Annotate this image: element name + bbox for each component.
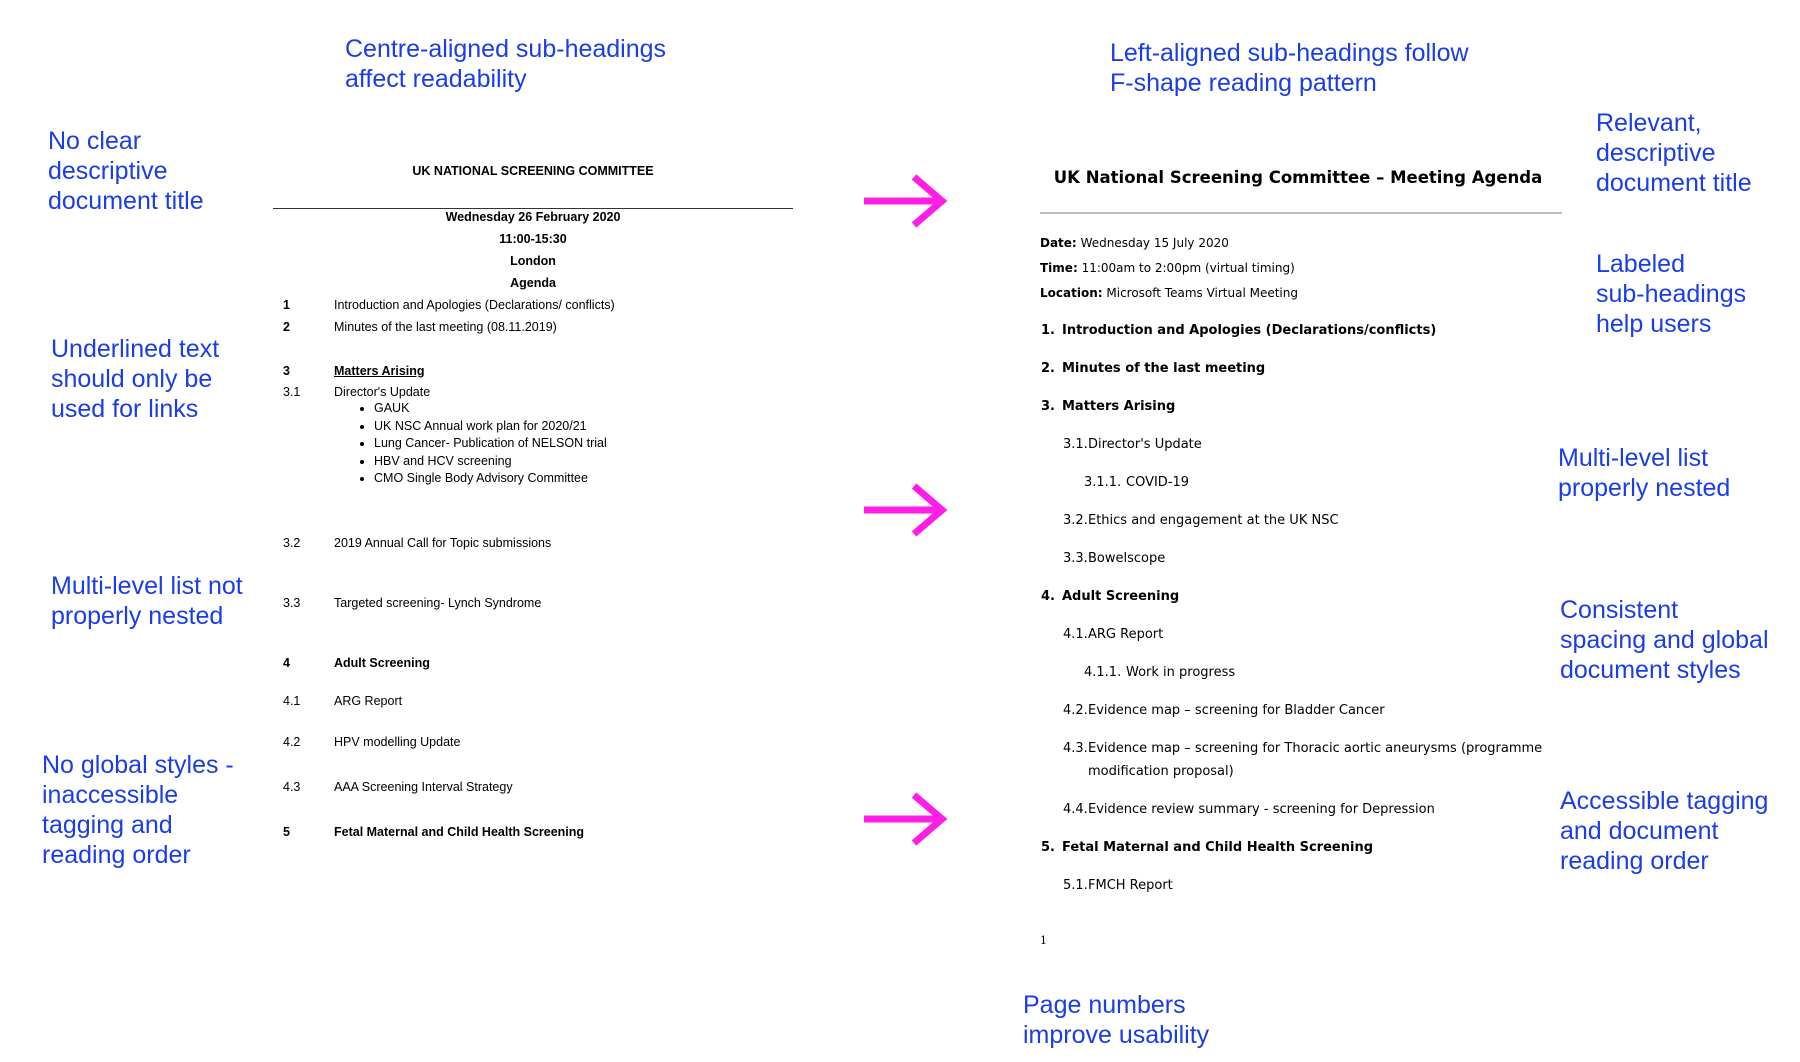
location-label: Location: [1040, 286, 1103, 300]
annotation-line: Left-aligned sub-headings follow [1110, 39, 1469, 67]
list-item: • CMO Single Body Advisory Committee [374, 470, 607, 488]
annotation-line: Underlined text [51, 335, 220, 363]
annotation-line: document title [48, 187, 204, 215]
item-number: 4.2. [1063, 703, 1088, 718]
new-document-title: UK National Screening Committee – Meeting Agenda [1053, 168, 1543, 187]
item-text: AAA Screening Interval Strategy [334, 780, 513, 794]
annotation-relevant-title [1596, 108, 1752, 198]
annotation-line: help users [1596, 310, 1712, 338]
annotation-line: descriptive [48, 157, 168, 185]
item-text: COVID-19 [1126, 475, 1190, 490]
annotation-line: and document [1560, 817, 1719, 845]
annotation-labeled-subheadings [1596, 249, 1746, 339]
annotation-line: tagging and [42, 811, 173, 839]
annotation-consistent-spacing [1560, 595, 1769, 685]
annotation-line: properly nested [51, 602, 224, 630]
meeting-time [1040, 261, 1295, 275]
item-text: ARG Report [334, 694, 403, 708]
item-text: Evidence map – screening for Thoracic aortic aneurysms (programme [1088, 741, 1543, 756]
agenda-heading: Adult Screening [1062, 589, 1180, 604]
item-number: 1. [1041, 323, 1055, 338]
annotation-line: should only be [51, 365, 213, 393]
item-number: 1 [283, 298, 290, 312]
old-meeting-place: London [510, 254, 556, 268]
annotation-line: Page numbers [1023, 991, 1186, 1019]
annotation-line: sub-headings [1596, 280, 1747, 308]
annotation-centre-aligned [345, 34, 666, 94]
item-text: Targeted screening- Lynch Syndrome [334, 596, 542, 610]
item-text: HPV modelling Update [334, 735, 461, 749]
annotation-line: Multi-level list [1558, 444, 1709, 472]
annotation-line: reading order [1560, 847, 1709, 875]
item-number: 3.1.1. [1084, 475, 1122, 490]
item-number: 3.1 [283, 385, 301, 399]
time-value: 11:00am to 2:00pm (virtual timing) [1081, 261, 1295, 275]
item-text: Minutes of the last meeting (08.11.2019) [334, 320, 557, 334]
old-meeting-time: 11:00-15:30 [499, 232, 567, 246]
item-number: 4.2 [283, 735, 301, 749]
bullet-list [356, 400, 607, 488]
item-text: Director's Update [1088, 437, 1202, 452]
item-text: Ethics and engagement at the UK NSC [1088, 513, 1339, 528]
annotation-line: document title [1596, 169, 1752, 197]
time-label: Time: [1040, 261, 1078, 275]
annotation-no-title [48, 126, 204, 216]
item-text: Evidence map – screening for Bladder Cancer [1088, 703, 1385, 718]
annotation-line: inaccessible [42, 781, 179, 809]
list-item: • GAUK [374, 400, 607, 418]
annotation-underlined [51, 334, 219, 424]
item-number: 4.3. [1063, 741, 1088, 756]
item-number: 2 [283, 320, 290, 334]
arrow-right-icon [862, 172, 948, 230]
meeting-date [1040, 236, 1229, 250]
list-item: • HBV and HCV screening [374, 453, 607, 471]
annotation-line: descriptive [1596, 139, 1716, 167]
annotation-not-nested [51, 571, 243, 631]
item-text-continued: modification proposal) [1088, 764, 1234, 779]
annotation-line: used for links [51, 395, 199, 423]
annotation-accessible-tagging [1560, 786, 1768, 876]
item-number: 3.2 [283, 536, 301, 550]
annotation-line: F-shape reading pattern [1110, 69, 1377, 97]
item-number: 4.1.1. [1084, 665, 1122, 680]
item-text: Director's Update [334, 385, 431, 399]
item-number: 3.2. [1063, 513, 1088, 528]
annotation-line: No clear [48, 127, 142, 155]
item-number: 5.1. [1063, 878, 1088, 893]
item-number: 5. [1041, 840, 1055, 855]
annotation-line: Relevant, [1596, 109, 1702, 137]
page-number: 1 [1040, 934, 1047, 947]
item-text: Bowelscope [1088, 551, 1166, 566]
annotation-line: Multi-level list not [51, 572, 243, 600]
title-divider [1040, 212, 1562, 214]
annotation-left-aligned [1110, 38, 1469, 98]
item-text: FMCH Report [1088, 878, 1173, 893]
old-agenda-heading: Agenda [510, 276, 556, 290]
annotation-line: Centre-aligned sub-headings [345, 35, 667, 63]
annotation-line: affect readability [345, 65, 527, 93]
item-number: 3 [283, 364, 290, 378]
item-number: 3.1. [1063, 437, 1088, 452]
item-text: Fetal Maternal and Child Health Screening [334, 825, 585, 839]
item-number: 4.1. [1063, 627, 1088, 642]
item-number: 4.3 [283, 780, 301, 794]
old-document-title: UK NATIONAL SCREENING COMMITTEE [412, 164, 654, 178]
item-number: 4.1 [283, 694, 301, 708]
annotation-line: Labeled [1596, 250, 1685, 278]
arrow-right-icon [862, 790, 948, 848]
annotation-line: properly nested [1558, 474, 1731, 502]
annotation-line: Consistent [1560, 596, 1679, 624]
item-number: 3.3. [1063, 551, 1088, 566]
annotation-line: Accessible tagging [1560, 787, 1769, 815]
item-text-underlined: Matters Arising [334, 364, 425, 378]
title-divider [273, 208, 793, 209]
old-meeting-date: Wednesday 26 February 2020 [445, 210, 621, 224]
meeting-location [1040, 286, 1298, 300]
annotation-line: spacing and global [1560, 626, 1769, 654]
annotation-page-numbers [1023, 990, 1209, 1050]
item-number: 2. [1041, 361, 1055, 376]
location-value: Microsoft Teams Virtual Meeting [1106, 286, 1298, 300]
item-text: Adult Screening [334, 656, 430, 670]
item-number: 3. [1041, 399, 1055, 414]
annotation-line: reading order [42, 841, 191, 869]
list-item: • UK NSC Annual work plan for 2020/21 [374, 418, 607, 436]
item-text: Work in progress [1126, 665, 1236, 680]
annotation-line: No global styles - [42, 751, 234, 779]
annotation-no-global-styles [42, 750, 234, 870]
agenda-heading: Minutes of the last meeting [1062, 361, 1266, 376]
agenda-heading: Matters Arising [1062, 399, 1176, 414]
annotation-line: document styles [1560, 656, 1741, 684]
item-text: Introduction and Apologies (Declarations/ conflicts) [334, 298, 615, 312]
list-item: • Lung Cancer- Publication of NELSON trial [374, 435, 607, 453]
item-number: 4 [283, 656, 290, 670]
annotation-properly-nested [1558, 443, 1730, 503]
item-text: ARG Report [1088, 627, 1164, 642]
agenda-heading: Fetal Maternal and Child Health Screening [1062, 840, 1374, 855]
date-value: Wednesday 15 July 2020 [1080, 236, 1229, 250]
item-number: 4. [1041, 589, 1055, 604]
item-text: 2019 Annual Call for Topic submissions [334, 536, 552, 550]
item-number: 4.4. [1063, 802, 1088, 817]
annotation-line: improve usability [1023, 1021, 1210, 1049]
agenda-heading: Introduction and Apologies (Declarations/conflicts) [1062, 323, 1437, 338]
item-text: Evidence review summary - screening for Depression [1088, 802, 1435, 817]
arrow-right-icon [862, 481, 948, 539]
item-number: 3.3 [283, 596, 301, 610]
item-number: 5 [283, 825, 290, 839]
date-label: Date: [1040, 236, 1077, 250]
